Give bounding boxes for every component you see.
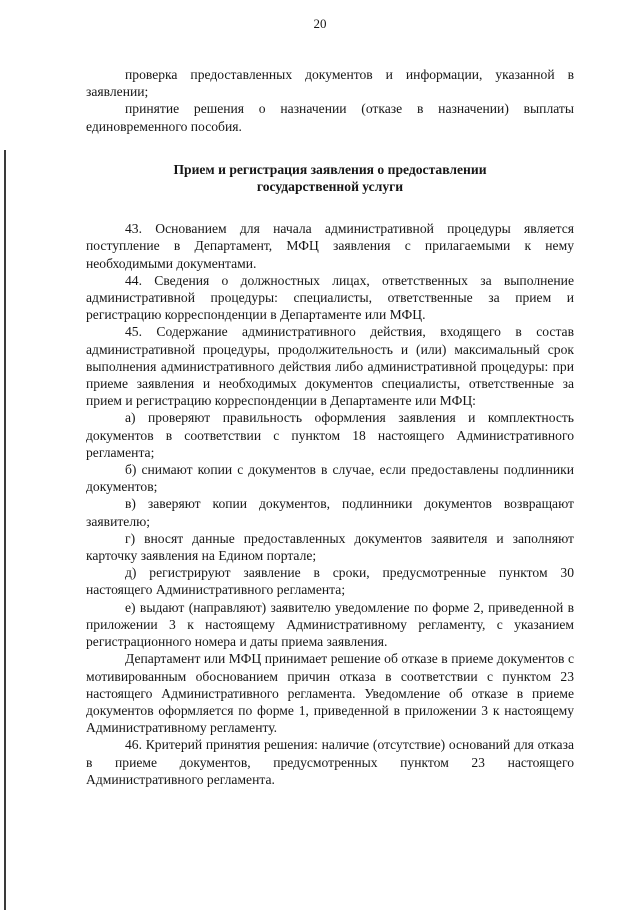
refusal-paragraph: Департамент или МФЦ принимает решение об отказе в приеме документов с мотивированным обоснованием причин отказа в соответствии с пунктом 23 настоящего Административного регламента. Уведомление об отказе в приеме документов оформляется по форме 1, приведенной в приложении 3 к настоящему Административному регламенту. — [86, 651, 574, 736]
list-item-e: е) выдают (направляют) заявителю уведомление по форме 2, приведенной в приложении 3 к настоящему Административному регламенту, с указанием регистрационного номера и даты приема заявления. — [86, 599, 574, 650]
scan-edge-line — [4, 150, 6, 910]
intro-paragraph: проверка предоставленных документов и информации, указанной в заявлении; — [86, 67, 574, 100]
paragraph-45: 45. Содержание административного действия, входящего в состав административной процедуры, продолжительность и (или) максимальный срок выполнения административного действия либо административной процедуры: при приеме заявления и необходимых документов специалисты, ответственные за прием и регистрацию корреспонденции в Департаменте или МФЦ: — [86, 324, 574, 409]
document-body — [86, 66, 574, 788]
section-heading — [86, 161, 574, 195]
paragraph-46: 46. Критерий принятия решения: наличие (отсутствие) оснований для отказа в приеме документов, предусмотренных пунктом 23 настоящего Административного регламента. — [86, 737, 574, 787]
intro-paragraph: принятие решения о назначении (отказе в назначении) выплаты единовременного пособия. — [86, 101, 574, 134]
list-item-b: б) снимают копии с документов в случае, если предоставлены подлинники документов; — [86, 462, 574, 495]
section-heading-line: Прием и регистрация заявления о предоставлении — [173, 161, 487, 177]
list-item-v: в) заверяют копии документов, подлинники документов возвращают заявителю; — [86, 496, 574, 529]
section-heading-line: государственной услуги — [256, 179, 404, 195]
list-item-g: г) вносят данные предоставленных документов заявителя и заполняют карточку заявления на Едином портале; — [86, 530, 574, 564]
page-number: 20 — [313, 16, 327, 31]
paragraph-44: 44. Сведения о должностных лицах, ответственных за выполнение административной процедуры: специалисты, ответственные за прием и регистрацию корреспонденции в Департаменте или МФЦ. — [86, 272, 574, 323]
list-item-a: а) проверяют правильность оформления заявления и комплектность документов в соответствии с пунктом 18 настоящего Административного регламента; — [86, 410, 574, 460]
paragraph-43: 43. Основанием для начала административной процедуры является поступление в Департамент, МФЦ заявления с прилагаемыми к нему необходимыми документами. — [86, 221, 574, 271]
list-item-d: д) регистрируют заявление в сроки, предусмотренные пунктом 30 настоящего Административного регламента; — [86, 565, 574, 598]
